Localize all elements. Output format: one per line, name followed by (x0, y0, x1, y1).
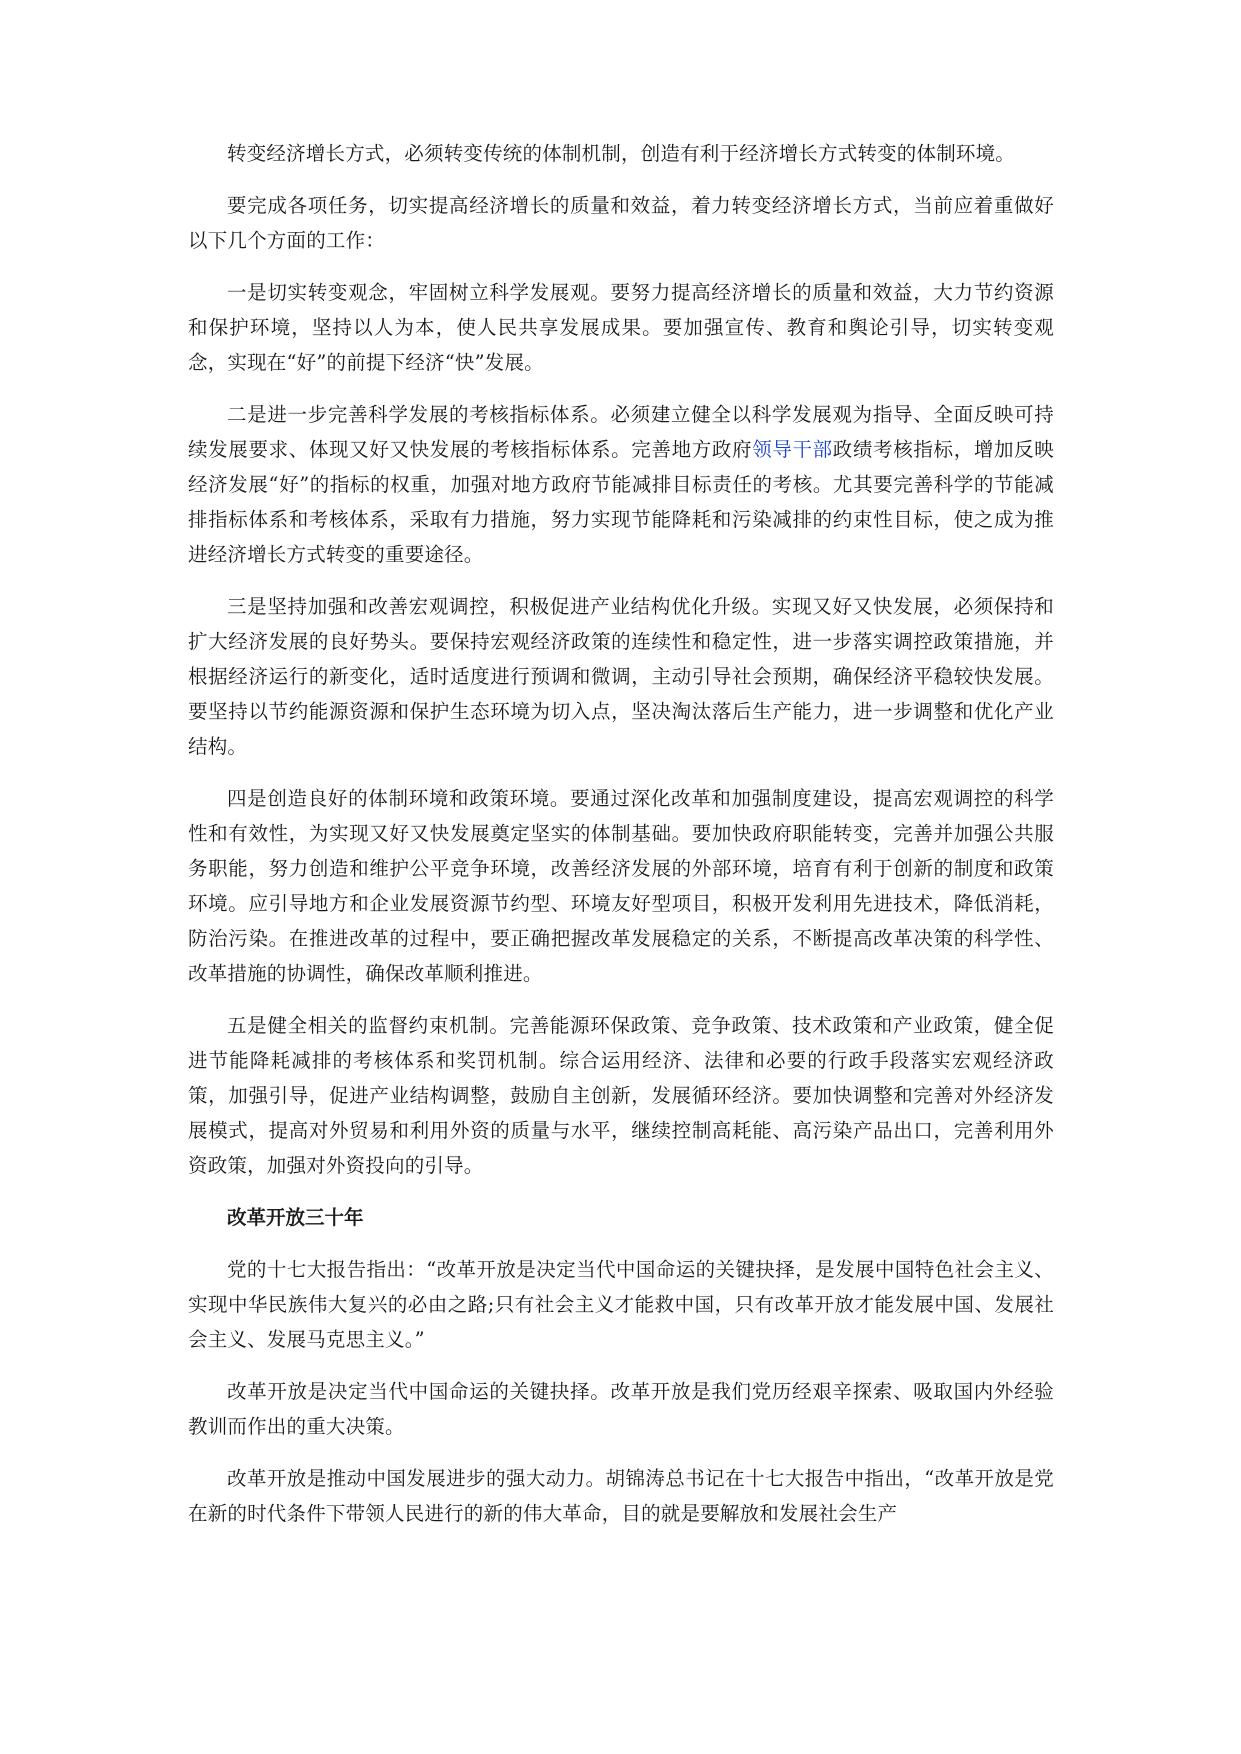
paragraph-3: 一是切实转变观念，牢固树立科学发展观。要努力提高经济增长的质量和效益，大力节约资源和保护环境，坚持以人为本，使人民共享发展成果。要加强宣传、教育和舆论引导，切实转变观念，实现在“好”的前提下经济“快”发展。 (188, 281, 1054, 374)
paragraph-6: 四是创造良好的体制环境和政策环境。要通过深化改革和加强制度建设，提高宏观调控的科学性和有效性，为实现又好又快发展奠定坚实的体制基础。要加快政府职能转变，完善并加强公共服务职能，努力创造和维护公平竞争环境，改善经济发展的外部环境，培育有利于创新的制度和政策环境。应引导地方和企业发展资源节约型、环境友好型项目，积极开发利用先进技术，降低消耗，防治污染。在推进改革的过程中，要正确把握改革发展稳定的关系，不断提高改革决策的科学性、改革措施的协调性，确保改革顺利推进。 (188, 787, 1054, 985)
paragraph-4 (188, 397, 1054, 572)
paragraph-7: 五是健全相关的监督约束机制。完善能源环保政策、竞争政策、技术政策和产业政策，健全促进节能降耗减排的考核体系和奖罚机制。综合运用经济、法律和必要的行政手段落实宏观经济政策，加强引导，促进产业结构调整，鼓励自主创新，发展循环经济。要加快调整和完善对外经济发展模式，提高对外贸易和利用外资的质量与水平，继续控制高耗能、高污染产品出口，完善利用外资政策，加强对外资投向的引导。 (188, 1014, 1054, 1177)
document-page (188, 136, 1054, 1548)
section-paragraph-2: 改革开放是决定当代中国命运的关键抉择。改革开放是我们党历经艰辛探索、吸取国内外经验教训而作出的重大决策。 (188, 1380, 1054, 1438)
paragraph-1: 转变经济增长方式，必须转变传统的体制机制，创造有利于经济增长方式转变的体制环境。 (227, 142, 1016, 165)
paragraph-5: 三是坚持加强和改善宏观调控，积极促进产业结构优化升级。实现又好又快发展，必须保持和扩大经济发展的良好势头。要保持宏观经济政策的连续性和稳定性，进一步落实调控政策措施，并根据经济运行的新变化，适时适度进行预调和微调，主动引导社会预期，确保经济平稳较快发展。要坚持以节约能源资源和保护生态环境为切入点，坚决淘汰落后生产能力，进一步调整和优化产业结构。 (188, 595, 1054, 758)
leader-cadre-link[interactable]: 领导干部 (752, 438, 833, 461)
section-heading: 改革开放三十年 (227, 1206, 364, 1229)
paragraph-2: 要完成各项任务，切实提高经济增长的质量和效益，着力转变经济增长方式，当前应着重做好以下几个方面的工作： (188, 194, 1054, 252)
section-paragraph-3: 改革开放是推动中国发展进步的强大动力。胡锦涛总书记在十七大报告中指出，“改革开放是党在新的时代条件下带领人民进行的新的伟大革命，目的就是要解放和发展社会生产 (188, 1467, 1054, 1525)
paragraph-4-text-after: 政绩考核指标，增加反映经济发展“好”的指标的权重，加强对地方政府节能减排目标责任的考核。尤其要完善科学的节能减排指标体系和考核体系，采取有力措施，努力实现节能降耗和污染减排的约束性目标，使之成为推进经济增长方式转变的重要途径。 (188, 438, 1054, 566)
section-paragraph-1: 党的十七大报告指出：“改革开放是决定当代中国命运的关键抉择，是发展中国特色社会主义、实现中华民族伟大复兴的必由之路;只有社会主义才能救中国，只有改革开放才能发展中国、发展社会主义、发展马克思主义。” (188, 1258, 1054, 1351)
paragraph-4-text-before: 二是进一步完善科学发展的考核指标体系。必须建立健全以科学发展观为指导、全面反映可持续发展要求、体现又好又快发展的考核指标体系。完善地方政府 (188, 403, 1054, 461)
